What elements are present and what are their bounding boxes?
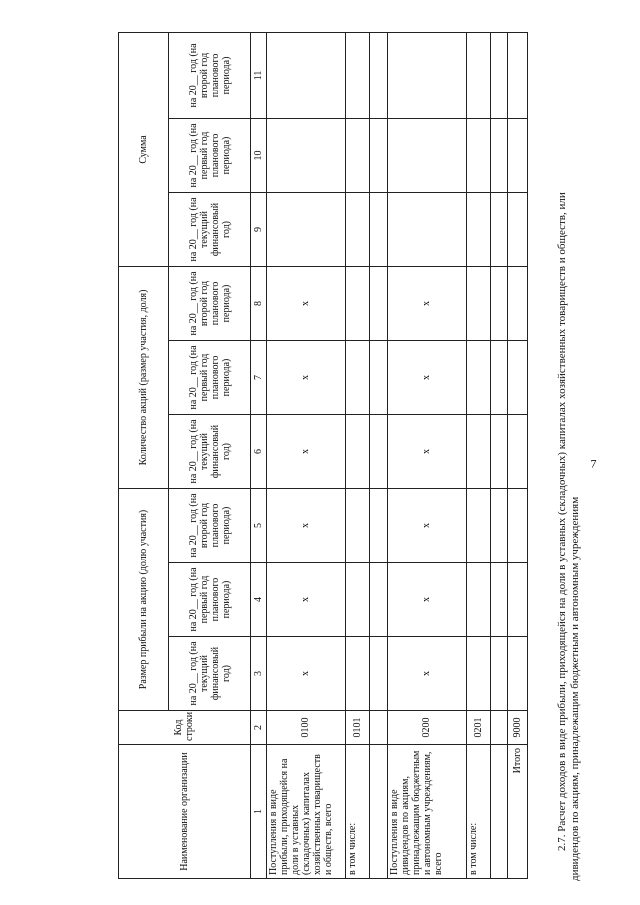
cell: [345, 340, 369, 414]
cell: [387, 192, 466, 266]
cell: [508, 414, 528, 488]
header-year-current: на 20__ год (на текущий финансовый год): [169, 637, 250, 711]
row-code: 9000: [508, 711, 528, 745]
col-number: 11: [250, 32, 266, 118]
cell: [490, 414, 508, 488]
row-name: [490, 745, 508, 879]
row-code: [490, 711, 508, 745]
cell: x: [387, 637, 466, 711]
cell: x: [387, 340, 466, 414]
cell: [490, 266, 508, 340]
col-number: 5: [250, 488, 266, 562]
table-row: [345, 32, 369, 878]
row-name: Поступления в виде прибыли, приходящейся на доли в уставных (складочных) капиталах хозяйственных товариществ и обществ, всего: [267, 745, 346, 879]
header-year-second: на 20__ год (на второй год планового периода): [169, 488, 250, 562]
header-profit-group: Размер прибыли на акцию (долю участия): [119, 488, 169, 710]
row-code: 0100: [267, 711, 346, 745]
cell: [508, 488, 528, 562]
cell: [387, 118, 466, 192]
col-number: 2: [250, 711, 266, 745]
cell: [345, 637, 369, 711]
cell: [466, 118, 490, 192]
cell: [508, 266, 528, 340]
header-year-second: на 20__ год (на второй год планового периода): [169, 32, 250, 118]
cell: [466, 637, 490, 711]
cell: [267, 32, 346, 118]
column-number-row: [250, 32, 266, 878]
cell: [466, 488, 490, 562]
income-table: [118, 32, 528, 879]
cell: [370, 414, 388, 488]
cell: [490, 340, 508, 414]
cell: [466, 266, 490, 340]
cell: [490, 637, 508, 711]
row-code: [370, 711, 388, 745]
cell: [345, 563, 369, 637]
cell: x: [387, 414, 466, 488]
table-row: [490, 32, 508, 878]
total-row: [508, 32, 528, 878]
header-year-second: на 20__ год (на второй год планового периода): [169, 266, 250, 340]
cell: [370, 563, 388, 637]
page-number: 7: [590, 456, 597, 471]
table-row: [466, 32, 490, 878]
cell: [387, 32, 466, 118]
header-code: Код строки: [119, 711, 251, 745]
row-name: Поступления в виде дивидендов по акциям, принадлежащим бюджетным и автономным учреждениям, всего: [387, 745, 466, 879]
cell: [490, 118, 508, 192]
cell: [508, 563, 528, 637]
cell: [466, 414, 490, 488]
cell: [508, 340, 528, 414]
header-year-current: на 20__ год (на текущий финансовый год): [169, 414, 250, 488]
cell: x: [267, 340, 346, 414]
row-name: в том числе:: [466, 745, 490, 879]
cell: [466, 563, 490, 637]
cell: [490, 32, 508, 118]
cell: x: [387, 266, 466, 340]
total-label: Итого: [508, 745, 528, 879]
cell: [466, 192, 490, 266]
cell: [490, 563, 508, 637]
header-year-first: на 20__ год (на первый год планового периода): [169, 118, 250, 192]
col-number: 9: [250, 192, 266, 266]
cell: [508, 118, 528, 192]
cell: x: [267, 637, 346, 711]
col-number: 8: [250, 266, 266, 340]
row-code: 0201: [466, 711, 490, 745]
cell: [345, 32, 369, 118]
cell: [490, 192, 508, 266]
cell: [345, 488, 369, 562]
cell: [370, 488, 388, 562]
header-year-first: на 20__ год (на первый год планового периода): [169, 340, 250, 414]
row-name: в том числе:: [345, 745, 369, 879]
cell: x: [267, 414, 346, 488]
cell: [267, 118, 346, 192]
col-number: 3: [250, 637, 266, 711]
cell: x: [387, 563, 466, 637]
cell: [466, 340, 490, 414]
cell: [370, 118, 388, 192]
cell: x: [267, 488, 346, 562]
cell: [345, 118, 369, 192]
header-sum-group: Сумма: [119, 32, 169, 266]
cell: [508, 192, 528, 266]
cell: [490, 488, 508, 562]
table-row: [267, 32, 346, 878]
header-name: Наименование организации: [119, 745, 251, 879]
table-row: [387, 32, 466, 878]
row-name: [370, 745, 388, 879]
cell: [370, 32, 388, 118]
cell: x: [267, 266, 346, 340]
table-row: [370, 32, 388, 878]
col-number: 7: [250, 340, 266, 414]
cell: [508, 637, 528, 711]
cell: [466, 32, 490, 118]
col-number: 10: [250, 118, 266, 192]
cell: [508, 32, 528, 118]
cell: [345, 266, 369, 340]
cell: x: [267, 563, 346, 637]
col-number: 4: [250, 563, 266, 637]
heading-line-2: дивидендов по акциям, принадлежащим бюджетным и автономным учреждениям: [569, 496, 581, 881]
cell: [267, 192, 346, 266]
col-number: 1: [250, 745, 266, 879]
cell: [370, 637, 388, 711]
col-number: 6: [250, 414, 266, 488]
heading-line-1: 2.7. Расчет доходов в виде прибыли, приходящейся на доли в уставных (складочных) капиталах хозяйственных товариществ и обществ, или: [556, 192, 568, 851]
row-code: 0200: [387, 711, 466, 745]
cell: [370, 340, 388, 414]
row-code: 0101: [345, 711, 369, 745]
header-year-current: на 20__ год (на текущий финансовый год): [169, 192, 250, 266]
cell: x: [387, 488, 466, 562]
cell: [345, 414, 369, 488]
header-shares-group: Количество акций (размер участия, доля): [119, 266, 169, 488]
cell: [370, 192, 388, 266]
cell: [370, 266, 388, 340]
header-year-first: на 20__ год (на первый год планового периода): [169, 563, 250, 637]
cell: [345, 192, 369, 266]
section-heading: [556, 21, 582, 881]
